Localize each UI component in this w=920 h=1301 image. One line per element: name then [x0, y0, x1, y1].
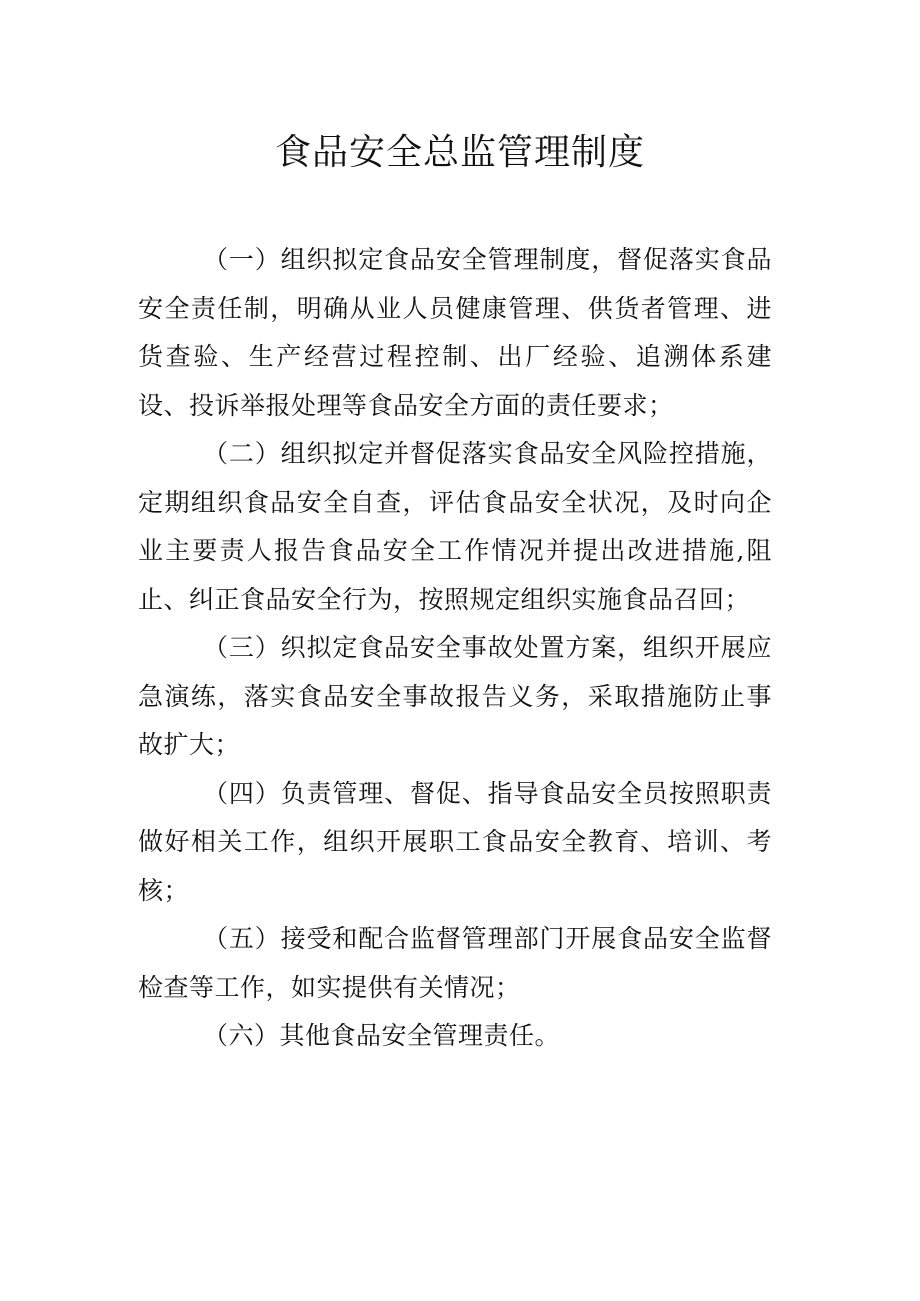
paragraph-1: （一）组织拟定食品安全管理制度，督促落实食品安全责任制，明确从业人员健康管理、供货者管理、进货查验、生产经营过程控制、出厂经验、追溯体系建设、投诉举报处理等食品安全方面的责任要求；: [138, 245, 772, 420]
document-title: 食品安全总监管理制度: [274, 132, 645, 173]
paragraph-4: （四）负责管理、督促、指导食品安全员按照职责做好相关工作，组织开展职工食品安全教育、培训、考核；: [138, 778, 772, 905]
paragraph-3: （三）织拟定食品安全事故处置方案，组织开展应急演练，落实食品安全事故报告义务，采取措施防止事故扩大；: [138, 633, 772, 759]
paragraph-5: （五）接受和配合监督管理部门开展食品安全监督检查等工作，如实提供有关情况；: [138, 924, 772, 1002]
document-body: [138, 236, 772, 1061]
paragraph-2: （二）组织拟定并督促落实食品安全风险控措施，定期组织食品安全自查，评估食品安全状况，及时向企业主要责人报告食品安全工作情况并提出改进措施,阻止、纠正食品安全行为，按照规定组织实施食品召回；: [138, 439, 772, 614]
paragraph-6: （六）其他食品安全管理责任。: [203, 1021, 561, 1050]
